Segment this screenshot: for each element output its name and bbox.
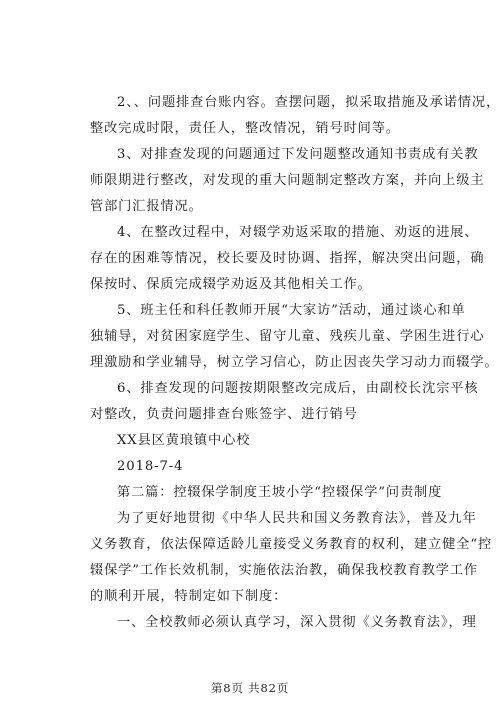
paragraph-line: 的顺利开展，特制定如下制度： <box>90 589 288 604</box>
document-date: 2018-7-4 <box>117 459 184 474</box>
paragraph-line: 5、班主任和科任教师开展“大家访”活动，通过谈心和单 <box>117 303 466 318</box>
paragraph-line: 独辅导，对贫困家庭学生、留守儿童、残疾儿童、学困生进行心 <box>90 329 485 344</box>
paragraph-line: 为了更好地贯彻《中华人民共和国义务教育法》，普及九年 <box>117 511 477 526</box>
paragraph-line: 6、排查发现的问题按期限整改完成后，由副校长沈宗平核 <box>117 381 479 396</box>
page-number-footer: 第8页 共82页 <box>210 681 289 695</box>
paragraph-line: 辍保学”工作长效机制，实施依法治教，确保我校教育教学工作 <box>90 563 479 578</box>
paragraph-line: 义务教育，依法保障适龄儿童接受义务教育的权利，建立健全“控 <box>90 537 493 552</box>
paragraph-line: 2、、问题排查台账内容。查摆问题，拟采取措施及承诺情况， <box>117 95 500 110</box>
paragraph-line: 整改完成时限，责任人，整改情况，销号时间等。 <box>90 121 400 136</box>
paragraph-line: 理激励和学业辅导，树立学习信心，防止因丧失学习动力而辍学。 <box>90 355 499 370</box>
paragraph-line: 4、在整改过程中，对辍学劝返采取的措施、劝返的进展、 <box>117 225 479 240</box>
paragraph-line: 保按时、保质完成辍学劝返及其他相关工作。 <box>90 277 372 292</box>
paragraph-line: 一、全校教师必须认真学习，深入贯彻《义务教育法》，理 <box>117 615 477 630</box>
school-signature: XX县区黄琅镇中心校 <box>117 433 251 448</box>
paragraph-line: 对整改，负责问题排查台账签字、进行销号 <box>90 407 358 422</box>
paragraph-line: 3、对排查发现的问题通过下发问题整改通知书责成有关教 <box>117 147 479 162</box>
paragraph-line: 管部门汇报情况。 <box>90 199 203 214</box>
section-heading: 第二篇：控辍保学制度王坡小学“控辍保学”问责制度 <box>117 485 443 500</box>
paragraph-line: 存在的困难等情况，校长要及时协调、指挥，解决突出问题，确 <box>90 251 485 266</box>
paragraph-line: 师限期进行整改，对发现的重大问题制定整改方案，并向上级主 <box>90 173 485 188</box>
